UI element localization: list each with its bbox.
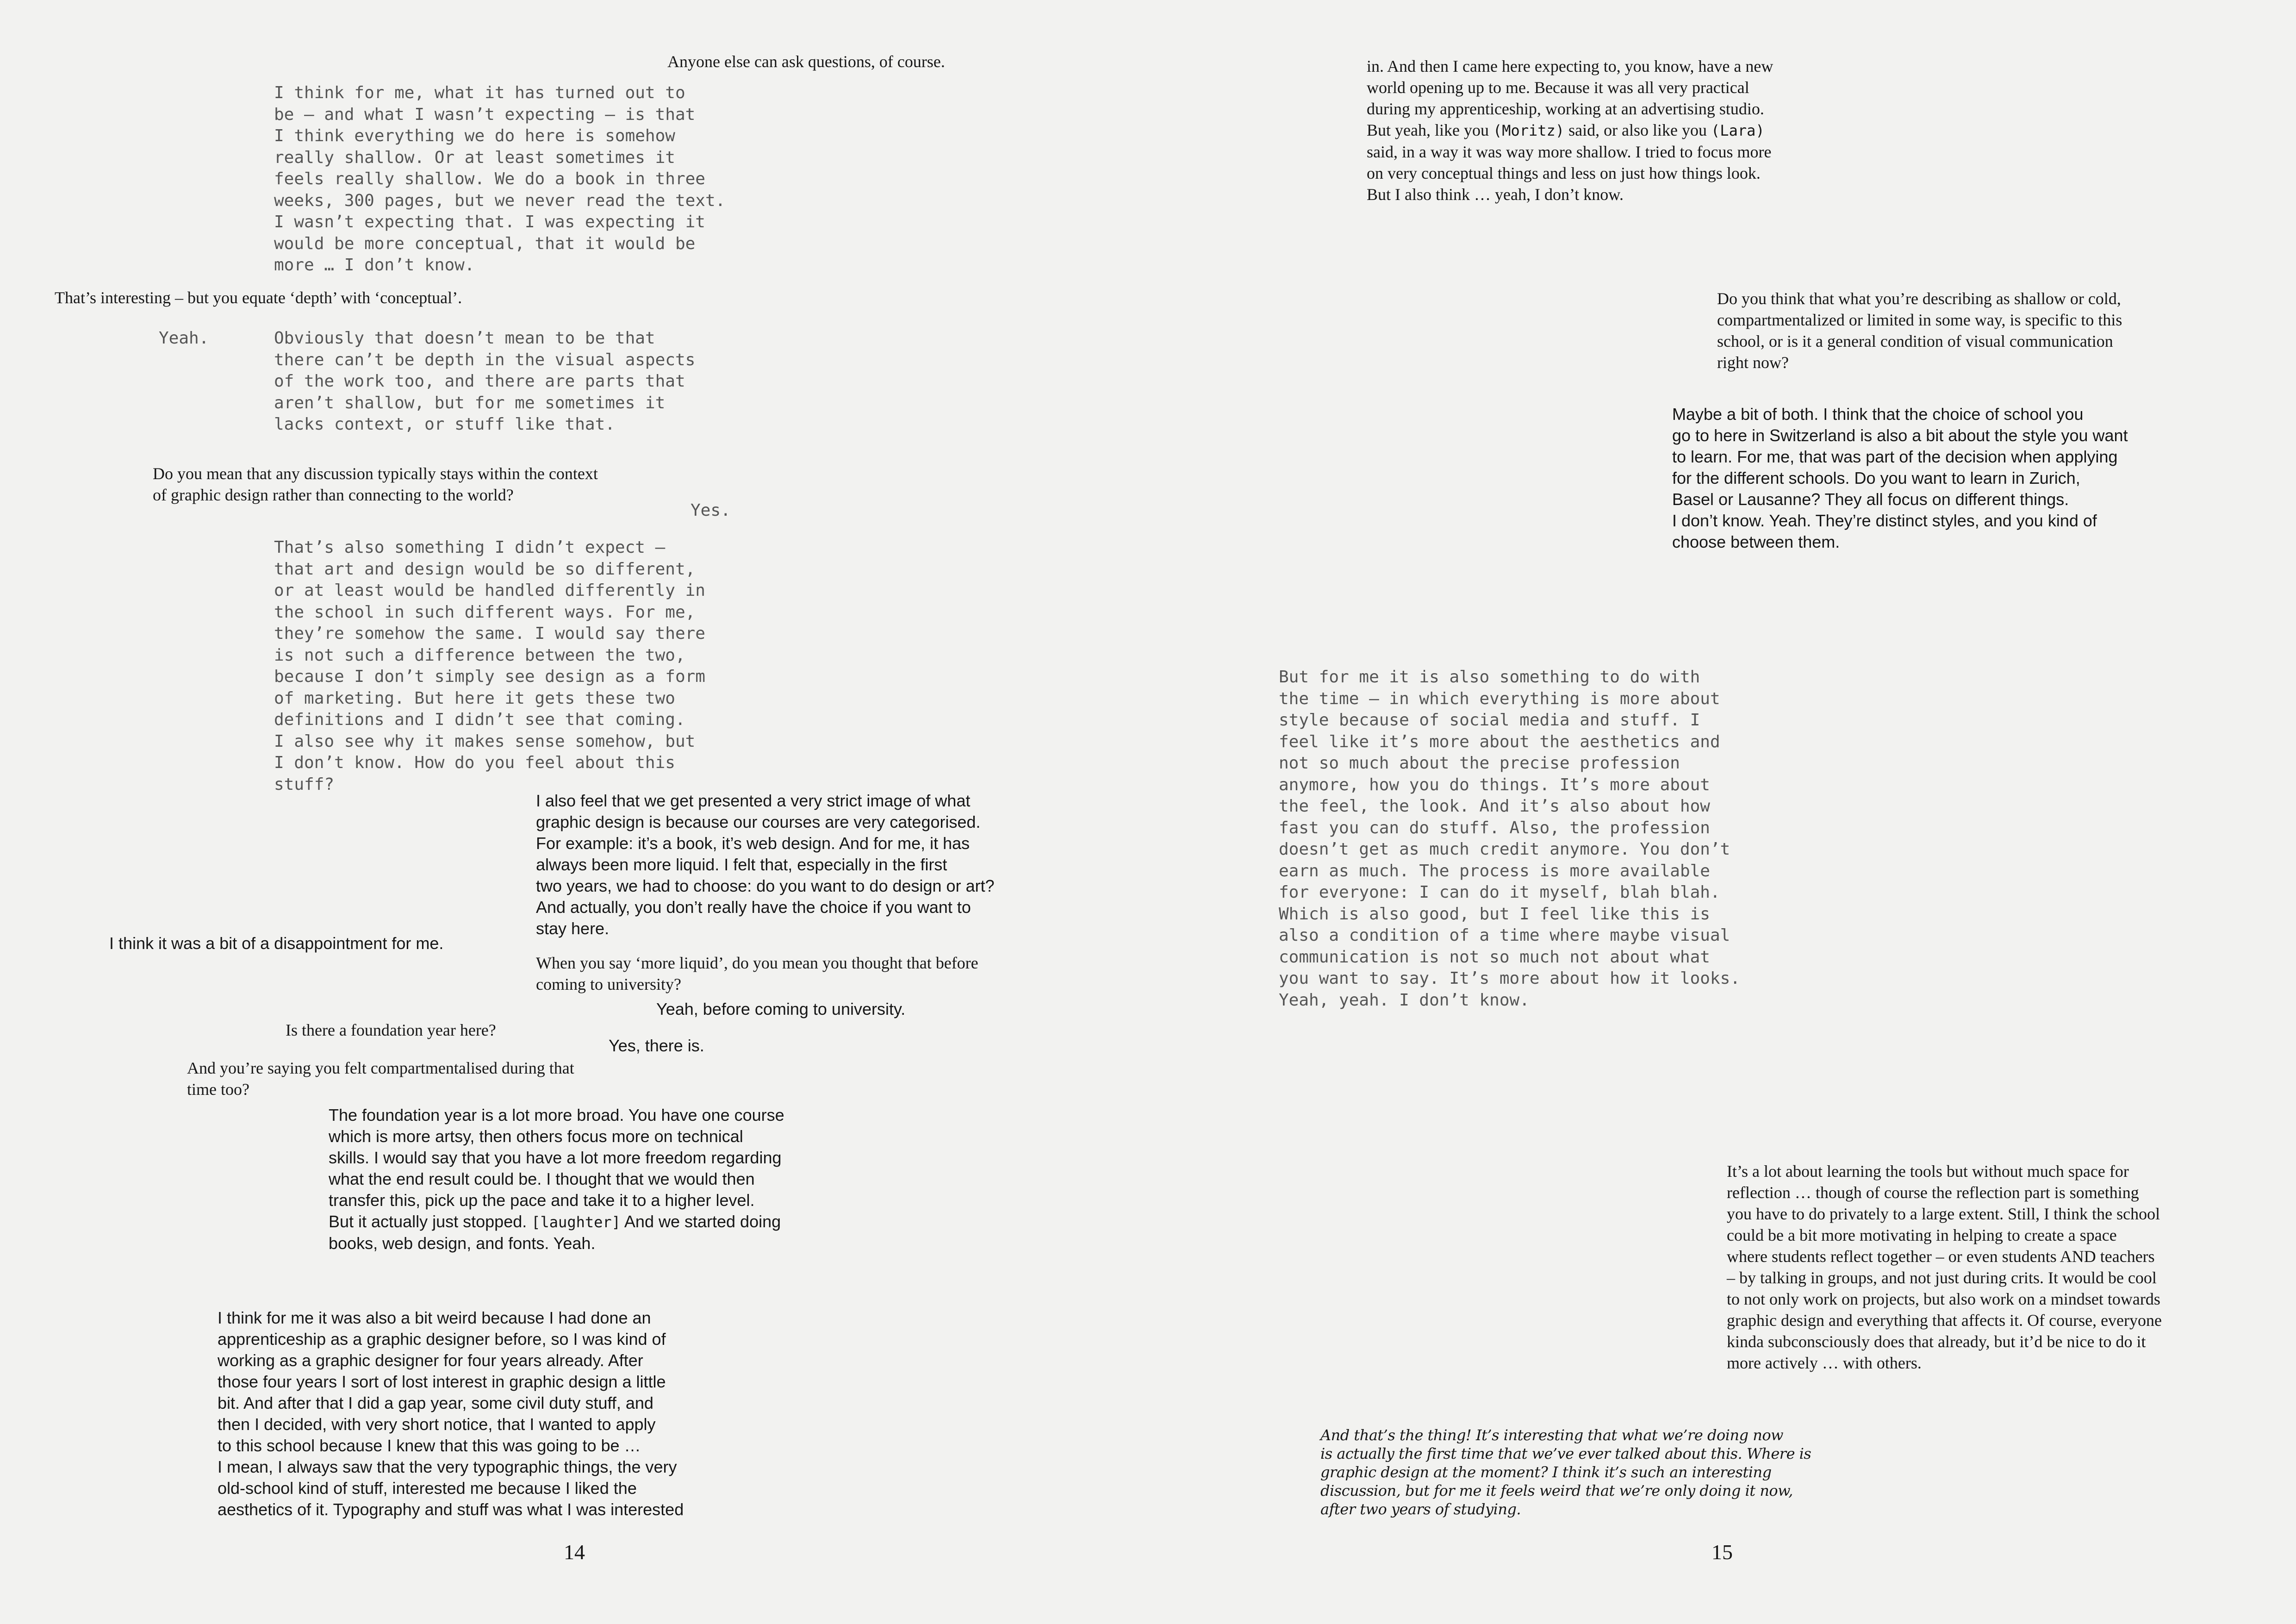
- answer-learning-tools: It’s a lot about learning the tools but without much space for reflection … though of course the reflection part is something you have to do privately to a large extent. Still, I think the school could be a bit more motivating in helping to create a space where students reflect together – or even students AND teachers – by talking in groups, and not just during crits. It would be cool to not only work on projects, but also work on a mindset towards graphic design and everything that affects it. Of course, everyone kinda subconsciously does that already, but it’d be nice to do it more actively … with others.: [1727, 1162, 2162, 1372]
- question-anyone: Anyone else can ask questions, of course.: [667, 52, 945, 71]
- answer-foundation-year: [329, 1105, 784, 1254]
- question-liquid: When you say ‘more liquid’, do you mean you thought that before coming to university?: [536, 954, 978, 993]
- speaker-lara: (Lara): [1711, 122, 1765, 139]
- question-specific-to-school: Do you think that what you’re describing as shallow or cold, compartmentalized or limited in some way, is specific to this school, or is it a general condition of visual communication right now?: [1717, 289, 2122, 372]
- answer-obviously: Obviously that doesn’t mean to be that there can’t be depth in the visual aspects of the work too, and there are parts that aren’t shallow, but for me sometimes it lacks context, or stuff like that.: [274, 329, 696, 434]
- answer-strict-image: I also feel that we get presented a very strict image of what graphic design is because our courses are very categorised. For example: it’s a book, it’s web design. And for me, it has always been more liquid. I felt that, especially in the first two years, we had to choose: do you want to do design or art? And actually, you don’t really have the choice if you want to stay here.: [536, 791, 995, 938]
- page-number-right: 15: [1711, 1540, 1733, 1564]
- answer-art-design: That’s also something I didn’t expect – that art and design would be so different, or at least would be handled differently in the school in such different ways. For me, they’re somehow the same. I would say there is not such a difference between the two, because I don’t simply see design as a form of marketing. But here it gets these two definitions and I didn’t see that coming. I also see why it makes sense somehow, but I don’t know. How do you feel about this stuff?: [274, 538, 705, 794]
- answer-foundation-text-2: And we started doing books, web design, and fonts. Yeah.: [329, 1212, 781, 1253]
- question-compartmentalised: And you’re saying you felt compartmentalised during that time too?: [187, 1059, 574, 1099]
- answer-yes: Yes.: [691, 501, 731, 520]
- answer-foundation-text-1: The foundation year is a lot more broad. You have one course which is more artsy, then others focus more on technical skills. I would say that you have a lot more freedom regarding what the end result could be. I thought that we would then transfer this, pick up the pace and take it to a higher level. But it actually just stopped.: [329, 1106, 784, 1231]
- answer-thats-the-thing: And that’s the thing! It’s interesting that what we’re doing now is actually the first time that we’ve ever talked about this. Where is graphic design at the moment? I think it’s such an interesting discussion, but for me it feels weird that we’re only doing it now, after two years of studying.: [1320, 1426, 1811, 1518]
- answer-time: But for me it is also something to do with the time – in which everything is more about style because of social media and stuff. I feel like it’s more about the aesthetics and not so much about the precise profession anymore, how you do things. It’s more about the feel, the look. And it’s also about how fast you can do stuff. Also, the profession doesn’t get as much credit anymore. You don’t earn as much. The process is more available for everyone: I can do it myself, blah blah. Which is also good, but I feel like this is also a condition of a time where maybe visual communication is not so much not about what you want to say. It’s more about how it looks. Yeah, yeah. I don’t know.: [1279, 668, 1740, 1010]
- answer-continued-text-3: said, in a way it was way more shallow. I tried to focus more on very conceptual things and less on just how things look. But I also think … yeah, I don’t know.: [1367, 143, 1772, 204]
- speaker-moritz: (Moritz): [1493, 122, 1565, 139]
- answer-disappointment: I think it was a bit of a disappointment for me.: [109, 934, 444, 953]
- right-page: [1148, 0, 2296, 1624]
- answer-before-university: Yeah, before coming to university.: [656, 999, 906, 1018]
- answer-continued: [1367, 56, 1773, 205]
- question-context: Do you mean that any discussion typically stays within the context of graphic design rather than connecting to the world?: [153, 464, 598, 504]
- page-number-left: 14: [564, 1540, 585, 1564]
- answer-continued-text-2: said, or also like you: [1564, 121, 1711, 139]
- answer-continued-text-1: in. And then I came here expecting to, you know, have a new world opening up to me. Because it was all very practical during my apprenticeship, working at an advertising studio. But yeah, like you: [1367, 57, 1773, 139]
- answer-shallow: I think for me, what it has turned out to be – and what I wasn’t expecting – is that I think everything we do here is somehow really shallow. Or at least sometimes it feels really shallow. We do a book in three weeks, 300 pages, but we never read the text. I wasn’t expecting that. I was expecting it would be more conceptual, that it would be more … I don’t know.: [274, 83, 726, 275]
- question-depth: That’s interesting – but you equate ‘depth’ with ‘conceptual’.: [55, 288, 462, 307]
- answer-bit-of-both: Maybe a bit of both. I think that the choice of school you go to here in Switzerland is also a bit about the style you want to learn. For me, that was part of the decision when applying for the different schools. Do you want to learn in Zurich, Basel or Lausanne? They all focus on different things. I don’t know. Yeah. They’re distinct styles, and you kind of choose between them.: [1672, 405, 2128, 551]
- laughter-note: [laughter]: [531, 1213, 621, 1231]
- answer-weird: I think for me it was also a bit weird because I had done an apprenticeship as a graphic designer before, so I was kind of working as a graphic designer for four years already. After those four years I sort of lost interest in graphic design a little bit. And after that I did a gap year, some civil duty stuff, and then I decided, with very short notice, that I wanted to apply to this school because I knew that this was going to be … I mean, I always saw that the very typographic things, the very old-school kind of stuff, interested me because I liked the aesthetics of it. Typography and stuff was what I was interested: [218, 1308, 684, 1519]
- answer-yes-there-is: Yes, there is.: [609, 1036, 704, 1055]
- question-foundation: Is there a foundation year here?: [286, 1021, 496, 1039]
- answer-yeah: Yeah.: [159, 329, 209, 348]
